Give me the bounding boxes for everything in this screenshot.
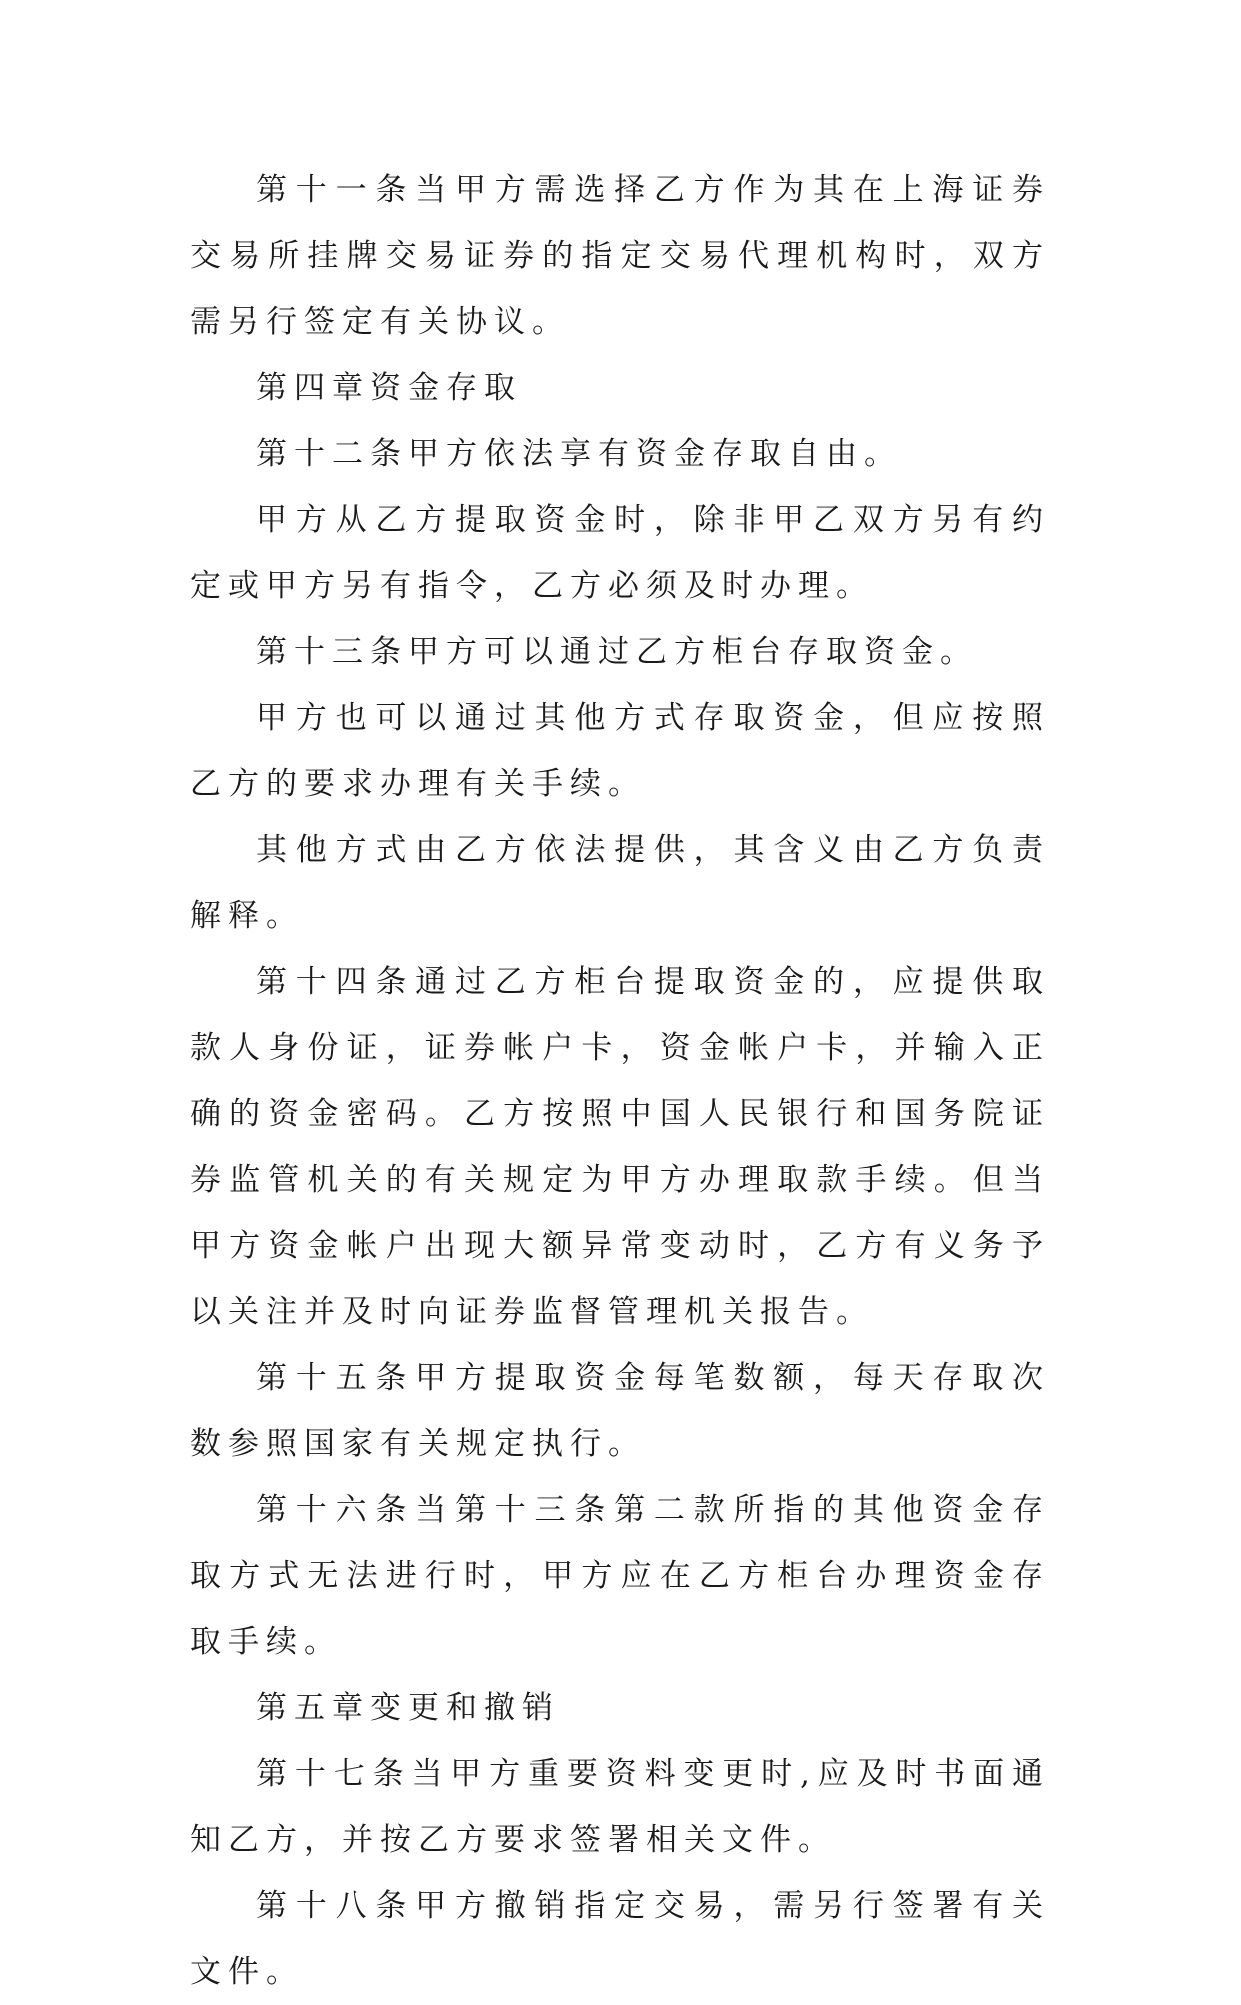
article-15: 第十五条甲方提取资金每笔数额，每天存取次数参照国家有关规定执行。	[190, 1360, 1050, 1462]
article-18: 第十八条甲方撤销指定交易，需另行签署有关文件。	[190, 1888, 1050, 1990]
article-11: 第十一条当甲方需选择乙方作为其在上海证券交易所挂牌交易证券的指定交易代理机构时，双方需另行签定有关协议。	[190, 172, 1050, 340]
article-12: 第十二条甲方依法享有资金存取自由。	[256, 436, 902, 472]
chapter-5-heading: 第五章变更和撤销	[256, 1690, 560, 1726]
article-17: 第十七条当甲方重要资料变更时,应及时书面通知乙方，并按乙方要求签署相关文件。	[190, 1756, 1050, 1858]
chapter-4-heading: 第四章资金存取	[256, 370, 522, 406]
document-body	[190, 157, 1050, 2005]
article-13-paragraph-3: 其他方式由乙方依法提供，其含义由乙方负责解释。	[190, 832, 1050, 934]
article-12-paragraph-2: 甲方从乙方提取资金时，除非甲乙双方另有约定或甲方另有指令，乙方必须及时办理。	[190, 502, 1050, 604]
article-14: 第十四条通过乙方柜台提取资金的，应提供取款人身份证，证券帐户卡，资金帐户卡，并输入正确的资金密码。乙方按照中国人民银行和国务院证券监管机关的有关规定为甲方办理取款手续。但当甲方资金帐户出现大额异常变动时，乙方有义务予以关注并及时向证券监督管理机关报告。	[190, 964, 1050, 1330]
article-16: 第十六条当第十三条第二款所指的其他资金存取方式无法进行时，甲方应在乙方柜台办理资金存取手续。	[190, 1492, 1050, 1660]
article-13: 第十三条甲方可以通过乙方柜台存取资金。	[256, 634, 978, 670]
article-13-paragraph-2: 甲方也可以通过其他方式存取资金，但应按照乙方的要求办理有关手续。	[190, 700, 1050, 802]
